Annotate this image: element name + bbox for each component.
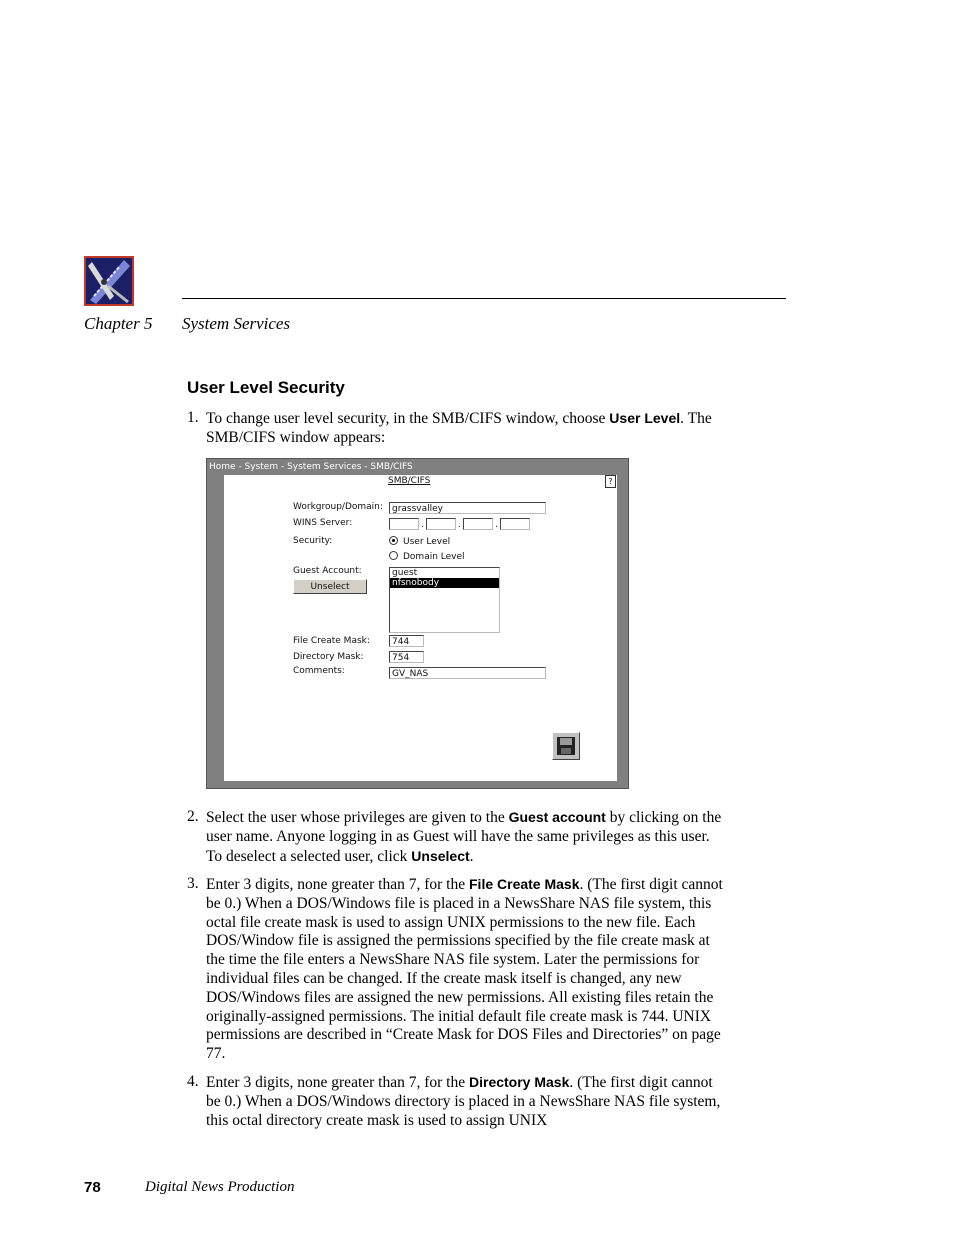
radio-domain-level[interactable] xyxy=(389,551,465,562)
step-number: 1. xyxy=(187,409,199,426)
breadcrumb[interactable]: Home - System - System Services - SMB/CIFS xyxy=(209,462,413,472)
floppy-disk-icon xyxy=(553,733,579,759)
page-number: 78 xyxy=(84,1179,101,1196)
text-run: by clicking on the user name. Anyone logging in as Guest will have the same privileges as this user. To deselect a selected user, click xyxy=(206,809,722,865)
wins-octet-3[interactable] xyxy=(463,518,493,530)
page-title: SMB/CIFS xyxy=(388,476,431,486)
step-text xyxy=(206,875,727,1064)
section-label: System Services xyxy=(182,314,291,333)
wins-octet-2[interactable] xyxy=(426,518,456,530)
step-text xyxy=(206,808,727,866)
wins-octet-4[interactable] xyxy=(500,518,530,530)
text-run: Enter 3 digits, none greater than 7, for the xyxy=(206,1074,469,1091)
radio-label: Domain Level xyxy=(403,552,465,562)
ui-term: Guest account xyxy=(508,809,606,825)
ui-term: Unselect xyxy=(411,847,470,864)
wins-octet-1[interactable] xyxy=(389,518,419,530)
text-run: Select the user whose privileges are given to the xyxy=(206,809,509,826)
unselect-button[interactable]: Unselect xyxy=(293,579,367,594)
text-run: To change user level security, in the SMB/CIFS window, choose xyxy=(206,410,610,427)
security-label: Security: xyxy=(293,536,333,546)
list-item-selected[interactable]: nfsnobody xyxy=(390,578,499,588)
text-run: . (The first digit cannot be 0.) When a DOS/Windows file is placed in a NewsShare NAS file system, this octal file create mask is used to assign UNIX permissions to the new file. Each DOS/Window file is assigned the permissions specified by the file create mask at the time the file enters a NewsShare NAS file system. Later the permissions for individual files can be changed. If the create mask itself is changed, any new DOS/Windows files are assigned the new permissions. All existing files retain the originally-assigned permissions. The initial default file create mask is 744. UNIX permissions are described in “Create Mask for DOS Files and Directories” on page 77. xyxy=(206,876,723,1063)
wins-dot: . xyxy=(421,520,424,530)
text-run: . (The first digit cannot be 0.) When a DOS/Windows directory is placed in a NewsShare NAS file system, this octal directory create mask is used to assign UNIX xyxy=(206,1074,721,1129)
help-icon[interactable]: ? xyxy=(605,475,616,488)
ui-term: File Create Mask xyxy=(469,876,580,892)
radio-label: User Level xyxy=(403,537,451,547)
file-create-mask-label: File Create Mask: xyxy=(293,636,370,646)
header-rule xyxy=(182,298,786,299)
workgroup-input[interactable]: grassvalley xyxy=(389,502,546,514)
file-create-mask-input[interactable]: 744 xyxy=(389,635,424,647)
product-logo xyxy=(84,256,134,306)
chapter-label: Chapter 5 xyxy=(84,314,153,333)
ui-term: Directory Mask xyxy=(469,1074,570,1090)
step-1 xyxy=(187,409,727,448)
smb-cifs-window xyxy=(206,458,629,789)
step-4 xyxy=(187,1073,727,1130)
list-item[interactable]: guest xyxy=(392,568,418,578)
step-number: 3. xyxy=(187,875,199,892)
step-text xyxy=(206,409,727,448)
step-text xyxy=(206,1073,727,1130)
step-number: 2. xyxy=(187,808,199,825)
form-pane xyxy=(224,475,617,781)
text-run: Enter 3 digits, none greater than 7, for the xyxy=(206,876,469,893)
wins-dot: . xyxy=(495,520,498,530)
book-title: Digital News Production xyxy=(145,1179,295,1195)
directory-mask-label: Directory Mask: xyxy=(293,652,364,662)
wins-dot: . xyxy=(458,520,461,530)
step-3 xyxy=(187,875,727,1064)
step-number: 4. xyxy=(187,1073,199,1090)
step-2 xyxy=(187,808,727,866)
directory-mask-input[interactable]: 754 xyxy=(389,651,424,663)
running-header xyxy=(84,314,291,334)
ui-term: User Level xyxy=(609,410,681,426)
radio-user-level[interactable] xyxy=(389,536,450,547)
radio-button-icon[interactable] xyxy=(389,551,398,560)
radio-button-icon[interactable] xyxy=(389,536,398,545)
text-run: . xyxy=(469,847,474,865)
save-button[interactable] xyxy=(552,732,580,760)
comments-input[interactable]: GV_NAS xyxy=(389,667,546,679)
guest-account-label: Guest Account: xyxy=(293,566,362,576)
text-run: . The SMB/CIFS window appears: xyxy=(206,410,712,446)
section-heading: User Level Security xyxy=(187,378,345,397)
wins-label: WINS Server: xyxy=(293,518,353,528)
guest-account-list[interactable] xyxy=(389,567,500,633)
workgroup-label: Workgroup/Domain: xyxy=(293,502,383,512)
comments-label: Comments: xyxy=(293,666,345,676)
